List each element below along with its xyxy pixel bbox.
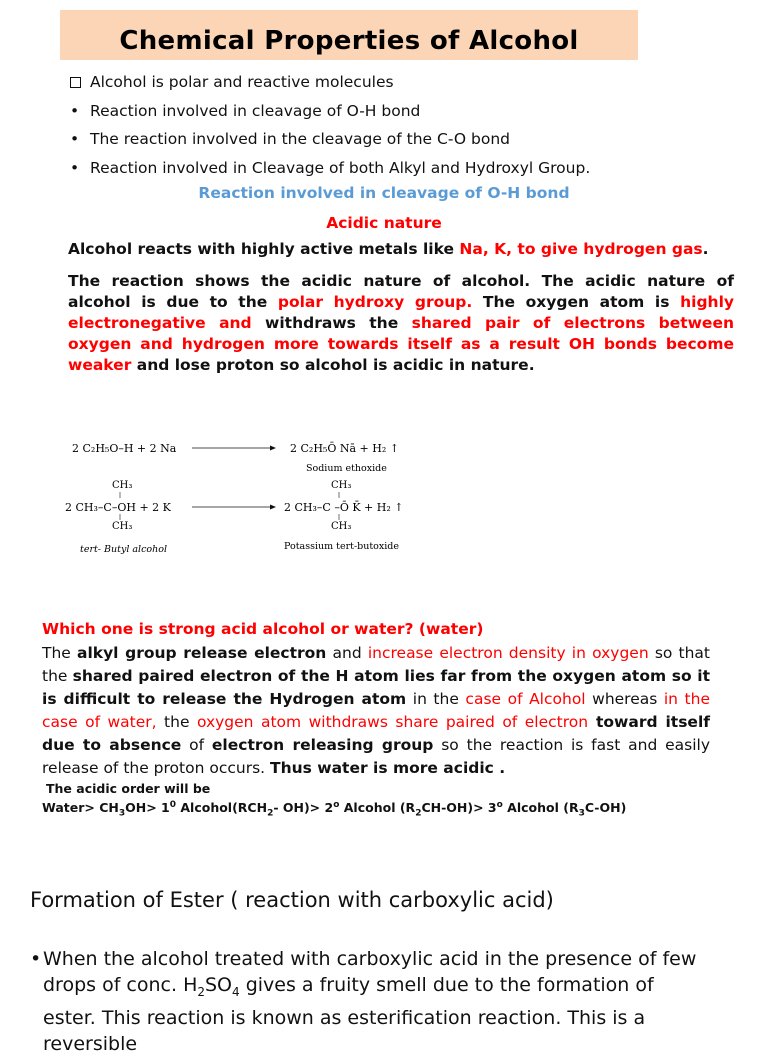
acid-comparison-paragraph: The alkyl group release electron and increase electron density in oxygen so that the shared paired electron of the H atom lies far from the oxygen atom so it is difficult to release the Hydrogen atom in the case of Alcohol whereas in the case of water, the oxygen atom withdraws share paired of electron toward itself due to absence of electron releasing group so the reaction is fast and easily release of the proton occurs. Thus water is more acidic . [42, 644, 711, 777]
sub-heading: Acidic nature [326, 214, 442, 232]
ester-paragraph: • When the alcohol treated with carboxylic acid in the presence of few drops of conc. $H_2SO_4$ gives a fruity smell due to the formation of ester. This reaction is known as esterification reaction. This is a reversible [30, 948, 697, 1055]
page-title: Chemical Properties of Alcohol [119, 26, 579, 56]
checkbox-bullet-icon [70, 68, 81, 98]
metal-reaction-text: Alcohol reacts with highly active metals like Na, K, to give hydrogen gas. [68, 240, 709, 258]
reaction-equations-figure [60, 430, 460, 560]
acidic-order-title: The acidic order will be [46, 781, 211, 796]
arrow-head-icon [270, 505, 276, 510]
eq1-product-label: Sodium ethoxide [306, 463, 387, 474]
section-heading: Reaction involved in cleavage of O-H bond [198, 184, 570, 202]
eq2-methyl-bottom-left: CH₃ [112, 521, 133, 532]
eq2-reactants: 2 CH₃–C–OH + 2 K [65, 501, 171, 514]
intro-bullet-list [70, 68, 590, 182]
bullet-dot-icon: • [70, 101, 80, 120]
eq2-reactant-label: tert- Butyl alcohol [80, 544, 167, 555]
arrow-head-icon [270, 446, 276, 451]
acidic-order-sequence: Water> $CH_3OH> 1^0$ $Alcohol(RCH_2-$ $OH)> 2^o$ Alcohol $(R_2CH-OH)> 3^o$ Alcohol $(R_3C-OH)$ [42, 800, 627, 819]
bullet-dot-icon: • [70, 130, 80, 148]
eq2-methyl-top-right: CH₃ [331, 480, 352, 491]
eq2-methyl-top-left: CH₃ [112, 480, 133, 491]
list-item: • The reaction involved in the cleavage of the C-O bond [70, 125, 590, 154]
list-item: • Reaction involved in Cleavage of both Alkyl and Hydroxyl Group. [70, 154, 590, 183]
eq1-reactants: 2 C₂H₅O–H + 2 Na [72, 442, 177, 455]
eq2-methyl-bottom-right: CH₃ [331, 521, 352, 532]
bullet-dot-icon: • [70, 158, 80, 177]
list-item: • Reaction involved in cleavage of O-H bond [70, 97, 590, 126]
bullet-dot-icon: • [30, 948, 42, 970]
ester-section-heading: Formation of Ester ( reaction with carboxylic acid) [30, 888, 554, 912]
eq2-product-label: Potassium tert-butoxide [284, 541, 399, 552]
eq2-products: 2 CH₃–C –Ō K̄ + H₂ ↑ [284, 501, 404, 514]
acidic-nature-paragraph: The reaction shows the acidic nature of alcohol. The acidic nature of alcohol is due to the polar hydroxy group. The oxygen atom is highly electronegative and withdraws the shared pair of electrons between oxygen and hydrogen more towards itself as a result OH bonds become weaker and lose proton so alcohol is acidic in nature. [68, 272, 734, 374]
eq1-products: 2 C₂H₅Ō Nā + H₂ ↑ [290, 442, 399, 455]
list-item: Alcohol is polar and reactive molecules [70, 68, 590, 97]
question-heading: Which one is strong acid alcohol or water? (water) [42, 620, 484, 638]
